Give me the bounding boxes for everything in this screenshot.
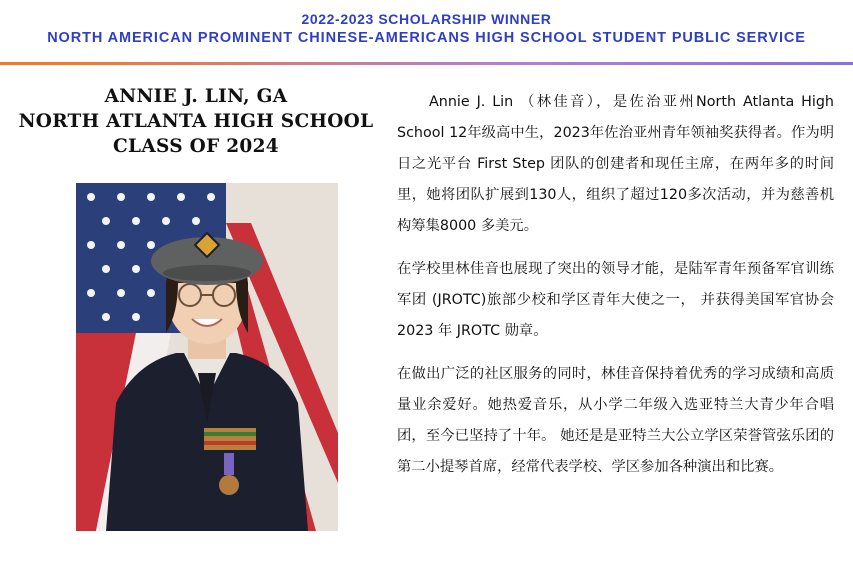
winner-class: CLASS OF 2024: [113, 136, 279, 157]
portrait-illustration: [76, 183, 338, 531]
bio-paragraph-2: 在学校里林佳音也展现了突出的领导才能，是陆军青年预备军官训练军团 (JROTC)旅部少校和学区青年大使之一， 并获得美国军官协会2023 年 JROTC 勋章。: [397, 261, 834, 339]
award-title: 2022-2023 SCHOLARSHIP WINNER: [301, 11, 552, 27]
bio-text: [397, 87, 834, 495]
winner-title-block: [10, 84, 382, 159]
winner-school: NORTH ATLANTA HIGH SCHOOL: [18, 111, 374, 132]
winner-name: ANNIE J. LIN, GA: [104, 86, 288, 107]
portrait-photo: [76, 183, 338, 531]
bio-paragraph-1: Annie J. Lin （林佳音），是佐治亚州North Atlanta High School 12年级高中生，2023年佐治亚州青年领袖奖获得者。作为明日之光平台 First Step 团队的创建者和现任主席，在两年多的时间里，她将团队扩展到130人，组织了超过120多次活动，并为慈善机构筹集8000 多美元。: [397, 94, 834, 234]
header-divider: [0, 62, 853, 65]
page-header: [0, 0, 853, 62]
program-title: NORTH AMERICAN PROMINENT CHINESE-AMERICANS HIGH SCHOOL STUDENT PUBLIC SERVICE: [47, 30, 806, 46]
bio-paragraph-3: 在做出广泛的社区服务的同时，林佳音保持着优秀的学习成绩和高质量业余爱好。她热爱音乐，从小学二年级入选亚特兰大青少年合唱团，至今已坚持了十年。 她还是是亚特兰大公立学区荣誉管弦乐团的第二小提琴首席，经常代表学校、学区参加各种演出和比赛。: [397, 366, 834, 475]
